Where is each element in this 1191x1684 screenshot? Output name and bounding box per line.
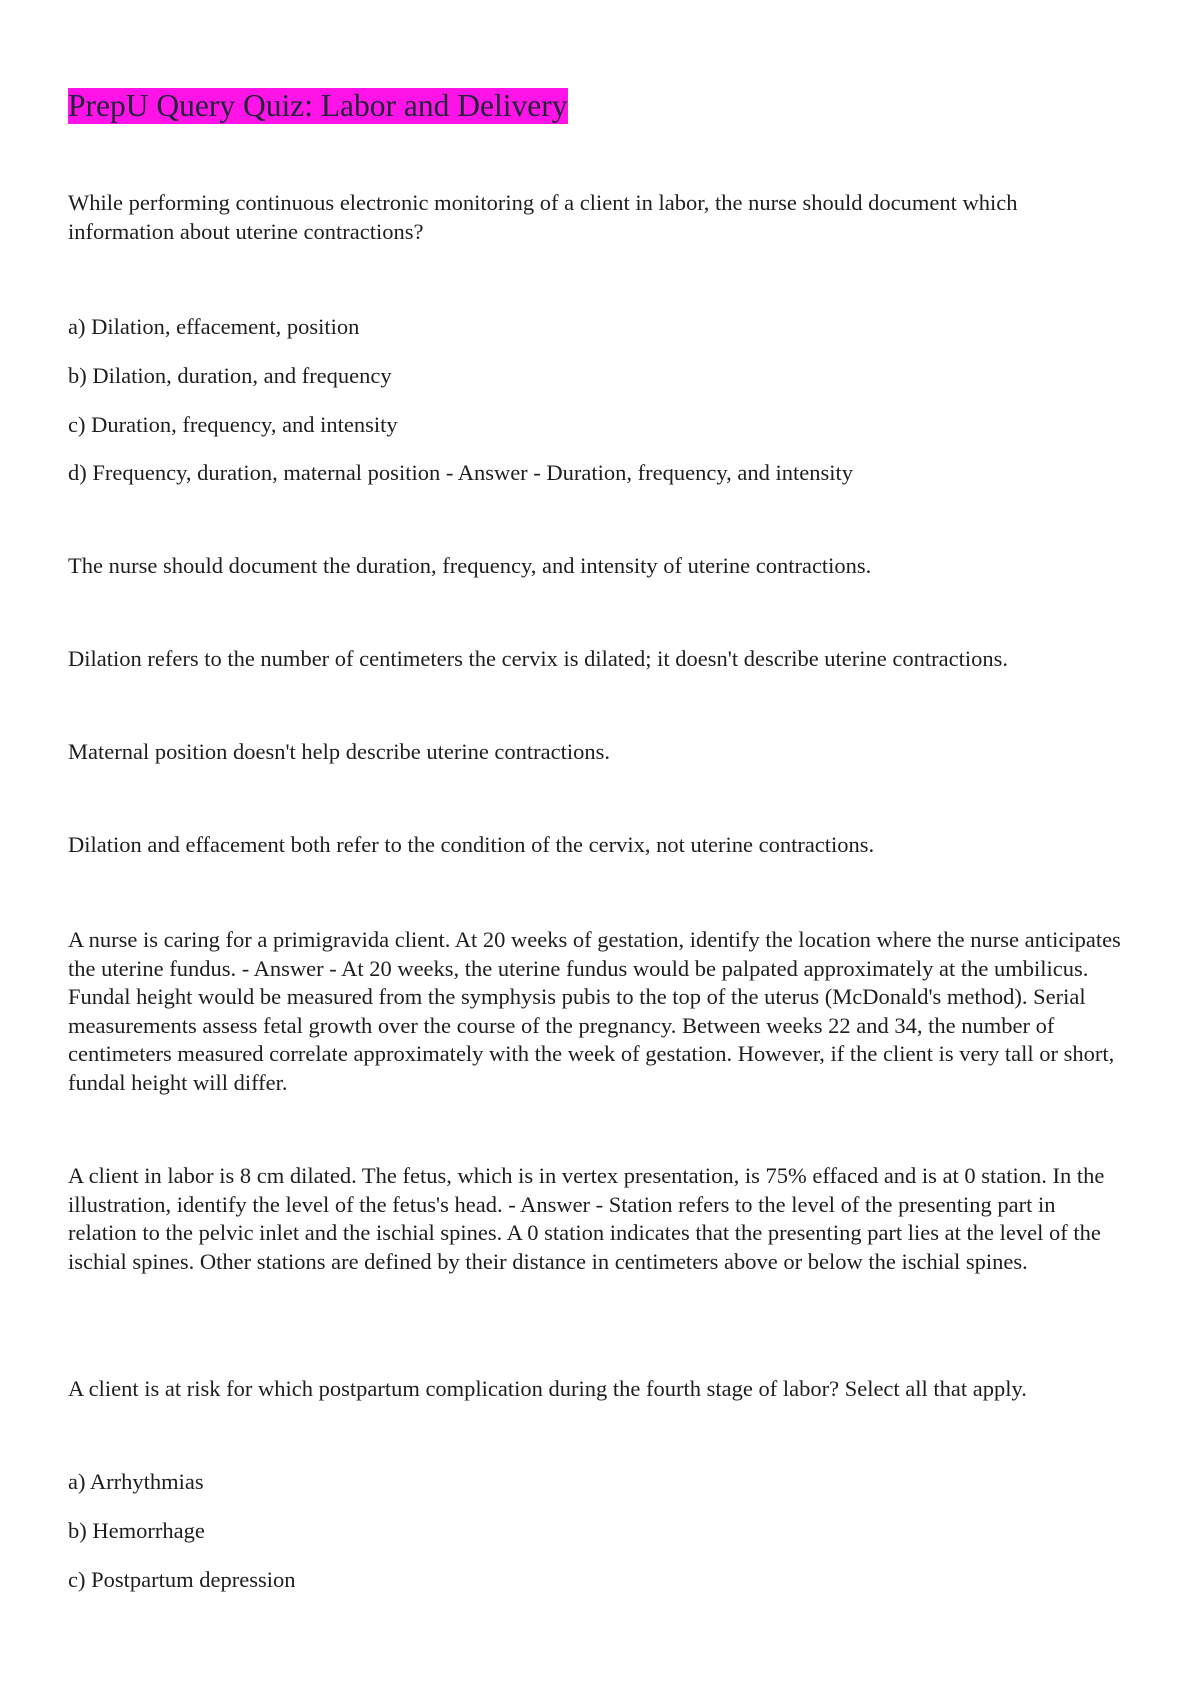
question-4-option-b: b) Hemorrhage	[68, 1518, 205, 1543]
question-1-option-a: a) Dilation, effacement, position	[68, 314, 360, 339]
question-4-option-a: a) Arrhythmias	[68, 1469, 204, 1494]
question-1-explanation-3: Maternal position doesn't help describe uterine contractions.	[68, 739, 611, 764]
question-1-explanation-1: The nurse should document the duration, frequency, and intensity of uterine contractions.	[68, 553, 872, 578]
question-1-option-b: b) Dilation, duration, and frequency	[68, 363, 392, 388]
question-1-text: While performing continuous electronic monitoring of a client in labor, the nurse should document which information about uterine contractions?	[68, 190, 1018, 244]
question-4-option-c: c) Postpartum depression	[68, 1567, 296, 1592]
question-4-text: A client is at risk for which postpartum complication during the fourth stage of labor? Select all that apply.	[68, 1376, 1027, 1401]
question-3-text: A client in labor is 8 cm dilated. The fetus, which is in vertex presentation, is 75% effaced and is at 0 station. In the illustration, identify the level of the fetus's head. - Answer - Station refers to the level of the presenting part in relation to the pelvic inlet and the ischial spines. A 0 station indicates that the presenting part lies at the level of the ischial spines. Other stations are defined by their distance in centimeters above or below the ischial spines.	[68, 1163, 1105, 1274]
document-title: PrepU Query Quiz: Labor and Delivery	[68, 88, 568, 123]
question-1-explanation-4: Dilation and effacement both refer to the condition of the cervix, not uterine contractions.	[68, 832, 875, 857]
question-2-text: A nurse is caring for a primigravida client. At 20 weeks of gestation, identify the location where the nurse anticipates the uterine fundus. - Answer - At 20 weeks, the uterine fundus would be palpated approximately at the umbilicus. Fundal height would be measured from the symphysis pubis to the top of the uterus (McDonald's method). Serial measurements assess fetal growth over the course of the pregnancy. Between weeks 22 and 34, the number of centimeters measured correlate approximately with the week of gestation. However, if the client is very tall or short, fundal height will differ.	[68, 927, 1121, 1095]
question-1-option-c: c) Duration, frequency, and intensity	[68, 412, 398, 437]
question-1-explanation-2: Dilation refers to the number of centimeters the cervix is dilated; it doesn't describe uterine contractions.	[68, 646, 1008, 671]
question-1-option-d: d) Frequency, duration, maternal position - Answer - Duration, frequency, and intensity	[68, 460, 853, 485]
